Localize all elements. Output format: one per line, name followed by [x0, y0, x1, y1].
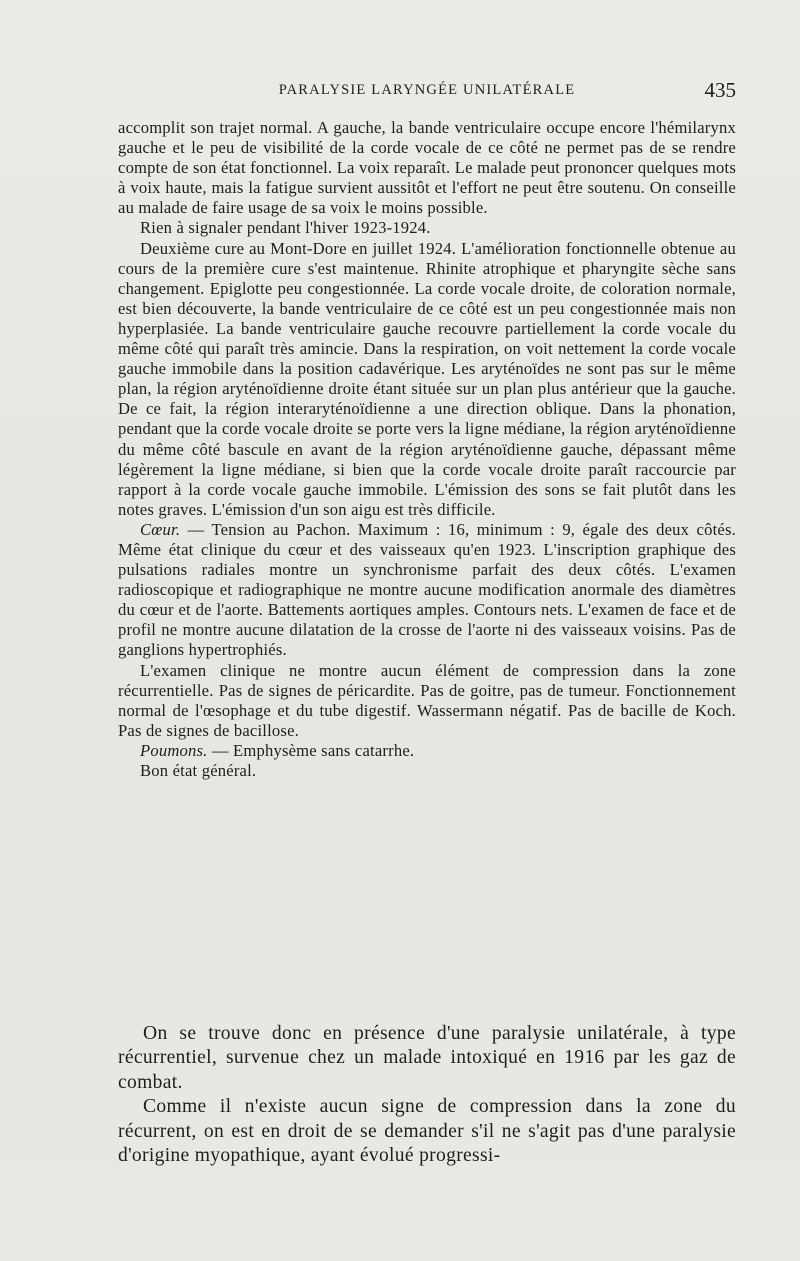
paragraph-hiver: Rien à signaler pendant l'hiver 1923-1924. [140, 218, 431, 238]
poumons-text: — Emphysème sans catarrhe. [207, 740, 415, 760]
page-number: 435 [704, 78, 736, 102]
coeur-label: Cœur. [140, 519, 181, 539]
conclusion-text [118, 1022, 736, 1168]
case-report-text [118, 118, 736, 781]
running-head [118, 78, 736, 106]
paragraph-examen-clinique: L'examen clinique ne montre aucun élément de compression dans la zone récurrentielle. Pas de signes de péricardite. Pas de goitre, pas de tumeur. Fonctionnement normal de l'œsophage et du tube digestif. Wassermann négatif. Pas de bacille de Koch. Pas de signes de bacillose. [118, 660, 736, 740]
paragraph-trajet: accomplit son trajet normal. A gauche, la bande ventriculaire occupe encore l'hémilarynx gauche et le peu de visibilité de la corde vocale de ce côté ne permet pas de se rendre compte de son état fonctionnel. La voix reparaît. Le malade peut prononcer quelques mots à voix haute, mais la fatigue survient aussitôt et l'effort ne peut être soutenu. On conseille au malade de faire usage de sa voix le moins possible. [118, 118, 736, 218]
poumons-label: Poumons. [140, 740, 208, 760]
conclusion-paragraph-2: Comme il n'existe aucun signe de compression dans la zone du récurrent, on est en droit de se demander s'il ne s'agit pas d'une paralysie d'origine myopathique, ayant évolué progressi- [118, 1096, 736, 1167]
paragraph-etat-general: Bon état général. [140, 761, 257, 780]
running-title: PARALYSIE LARYNGÉE UNILATÉRALE [278, 82, 576, 98]
paragraph-deuxieme-cure: Deuxième cure au Mont-Dore en juillet 1924. L'amélioration fonctionnelle obtenue au cours de la première cure s'est maintenue. Rhinite atrophique et pharyngite sèche sans changement. Epiglotte peu congestionnée. La corde vocale droite, de coloration normale, est bien découverte, la bande ventriculaire de ce côté est un peu congestionnée mais non hyperplasiée. La bande ventriculaire gauche recouvre partiellement la corde vocale du même côté qui paraît très amincie. Dans la respiration, on voit nettement la corde vocale gauche immobile dans la position cadavérique. Les aryténoïdes ne sont pas sur le même plan, la région aryténoïdienne droite étant située sur un plan plus antérieur que la gauche. De ce fait, la région interaryténoïdienne a une direction oblique. Dans la phonation, pendant que la corde vocale droite se porte vers la ligne médiane, la région aryténoïdienne du même côté bascule en avant de la région aryténoïdienne gauche, dépassant même légèrement la ligne médiane, si bien que la corde vocale droite paraît raccourcie par rapport à la corde vocale gauche immobile. L'émission des sons se fait plutôt dans les notes graves. L'émission d'un son aigu est très difficile. [118, 238, 736, 519]
paragraph-coeur [118, 520, 736, 661]
coeur-text: — Tension au Pachon. Maximum : 16, minimum : 9, égale des deux côtés. Même état clinique du cœur et des vaisseaux qu'en 1923. L'inscription graphique des pulsations radiales montre un synchronisme parfait des deux côtés. L'examen radioscopique et radiographique ne montre aucune modification anormale des diamètres du cœur et de l'aorte. Battements aortiques amples. Contours nets. L'examen de face et de profil ne montre aucune dilatation de la crosse de l'aorte ni des vaisseaux voisins. Pas de ganglions hypertrophiés. [118, 519, 736, 660]
conclusion-paragraph-1: On se trouve donc en présence d'une paralysie unilatérale, à type récurrentiel, survenue chez un malade intoxiqué en 1916 par les gaz de combat. [118, 1023, 736, 1093]
paragraph-poumons [118, 741, 736, 761]
